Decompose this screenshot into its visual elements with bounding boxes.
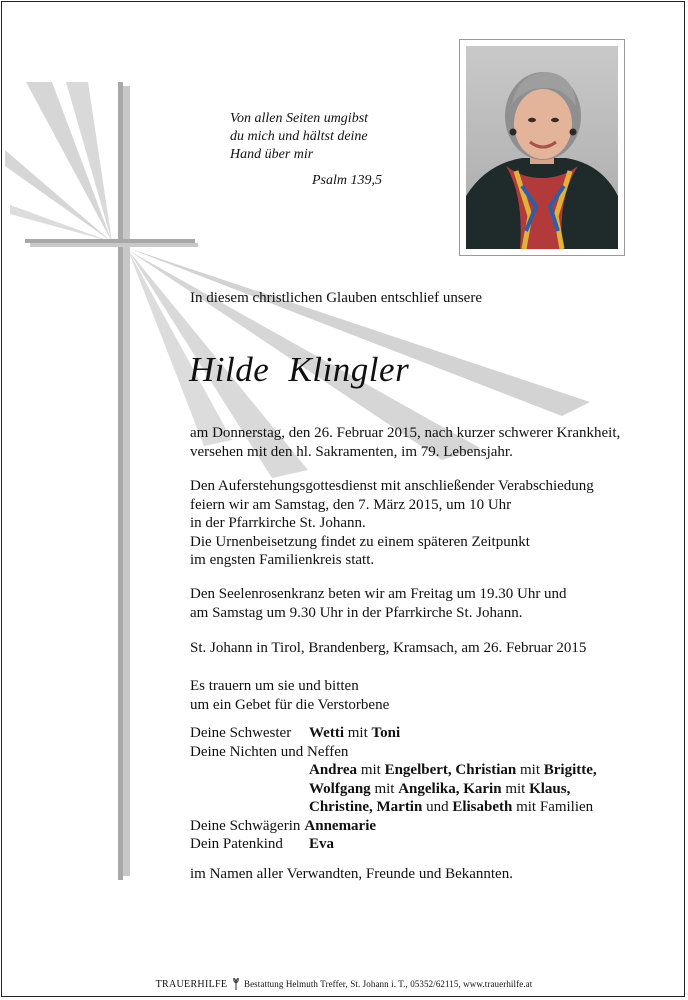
mourner-name: Brigitte, [543,762,597,778]
mourners-list [190,724,597,854]
closing-line [190,865,513,884]
psalm-line: Hand über mir [230,147,314,162]
text-line: feiern wir am Samstag, den 7. März 2015, um 10 Uhr [190,496,512,513]
mourner-name: Engelbert, Christian [384,762,517,778]
death-notice-paragraph [190,424,620,461]
psalm-line: Von allen Seiten umgibst [230,111,369,126]
relation-label: Deine Nichten und Neffen [190,743,349,760]
connector-text: mit [374,780,395,797]
cross-vertical-shadow [123,86,130,876]
portrait-frame [459,39,625,256]
mourner-row-nieces-2 [190,780,597,799]
first-name: Hilde [189,350,270,389]
psalm-reference: Psalm 139,5 [312,173,382,188]
text-line: Den Auferstehungsgottesdienst mit anschließender Verabschiedung [190,478,594,494]
funeral-paragraph [190,477,594,570]
footer-brand: TRAUERHILFE [155,979,228,991]
connector-text: mit [520,762,541,778]
footer-text: Bestattung Helmuth Treffer, St. Johann i. T., 05352/62115, www.trauerhilfe.at [243,979,533,990]
last-name: Klingler [288,350,410,389]
mourning-paragraph [190,677,389,714]
mourner-name: Annemarie [304,817,377,834]
psalm-quote [230,110,430,190]
footer [0,978,688,992]
cross-horizontal-shadow [30,243,198,247]
cross-vertical-beam [118,82,123,880]
text-line: am Donnerstag, den 26. Februar 2015, nach kurzer schwerer Krankheit, [190,425,621,441]
mourner-name: Klaus, [529,780,571,797]
mourner-name: Angelika, Karin [398,780,502,797]
mourner-row-nieces-label [190,743,597,762]
mourner-name: Wetti [309,725,344,741]
cross-horizontal-beam [25,239,195,243]
text-line: versehen mit den hl. Sakramenten, im 79. Lebensjahr. [190,443,513,460]
relation-label: Dein Patenkind [190,836,283,852]
mourner-name: Eva [309,836,335,852]
relation-label: Deine Schwägerin [190,817,301,834]
connector-text: mit [347,725,368,741]
mourner-row-godchild [190,835,597,854]
connector-text: mit [360,762,381,778]
text-line: am Samstag um 9.30 Uhr in der Pfarrkirche St. Johann. [190,604,523,621]
portrait-illustration [466,46,618,249]
text-line: Den Seelenrosenkranz beten wir am Freitag um 19.30 Uhr und [190,586,567,602]
relation-label: Deine Schwester [190,725,292,741]
text-line: St. Johann in Tirol, Brandenberg, Kramsach, am 26. Februar 2015 [190,640,587,656]
flower-logo-icon [232,978,240,992]
mourner-row-nieces-1 [190,761,597,780]
text-line: im Namen aller Verwandten, Freunde und Bekannten. [190,866,513,882]
mourner-name: Christine, Martin [309,799,423,815]
mourner-name: Andrea [309,762,358,778]
connector-text: mit Familien [516,799,594,815]
text-line: im engsten Familienkreis statt. [190,552,375,568]
mourner-name: Wolfgang [309,780,371,797]
intro-text: In diesem christlichen Glauben entschlief unsere [190,290,482,306]
text-line: um ein Gebet für die Verstorbene [190,696,390,713]
text-line: Die Urnenbeisetzung findet zu einem späteren Zeitpunkt [190,533,530,550]
connector-text: und [426,799,449,815]
deceased-name [189,350,409,390]
portrait-photo [466,46,618,249]
mourner-row-sister-in-law [190,817,597,836]
text-line: Es trauern um sie und bitten [190,678,359,694]
psalm-line: du mich und hältst deine [230,129,368,144]
text-line: in der Pfarrkirche St. Johann. [190,515,366,531]
rosary-paragraph [190,585,567,622]
mourner-row-nieces-3 [190,798,597,817]
connector-text: mit [505,780,526,797]
mourner-name: Elisabeth [452,799,513,815]
mourner-row-sister [190,724,597,743]
mourner-name: Toni [371,725,401,741]
place-date-line [190,639,586,658]
